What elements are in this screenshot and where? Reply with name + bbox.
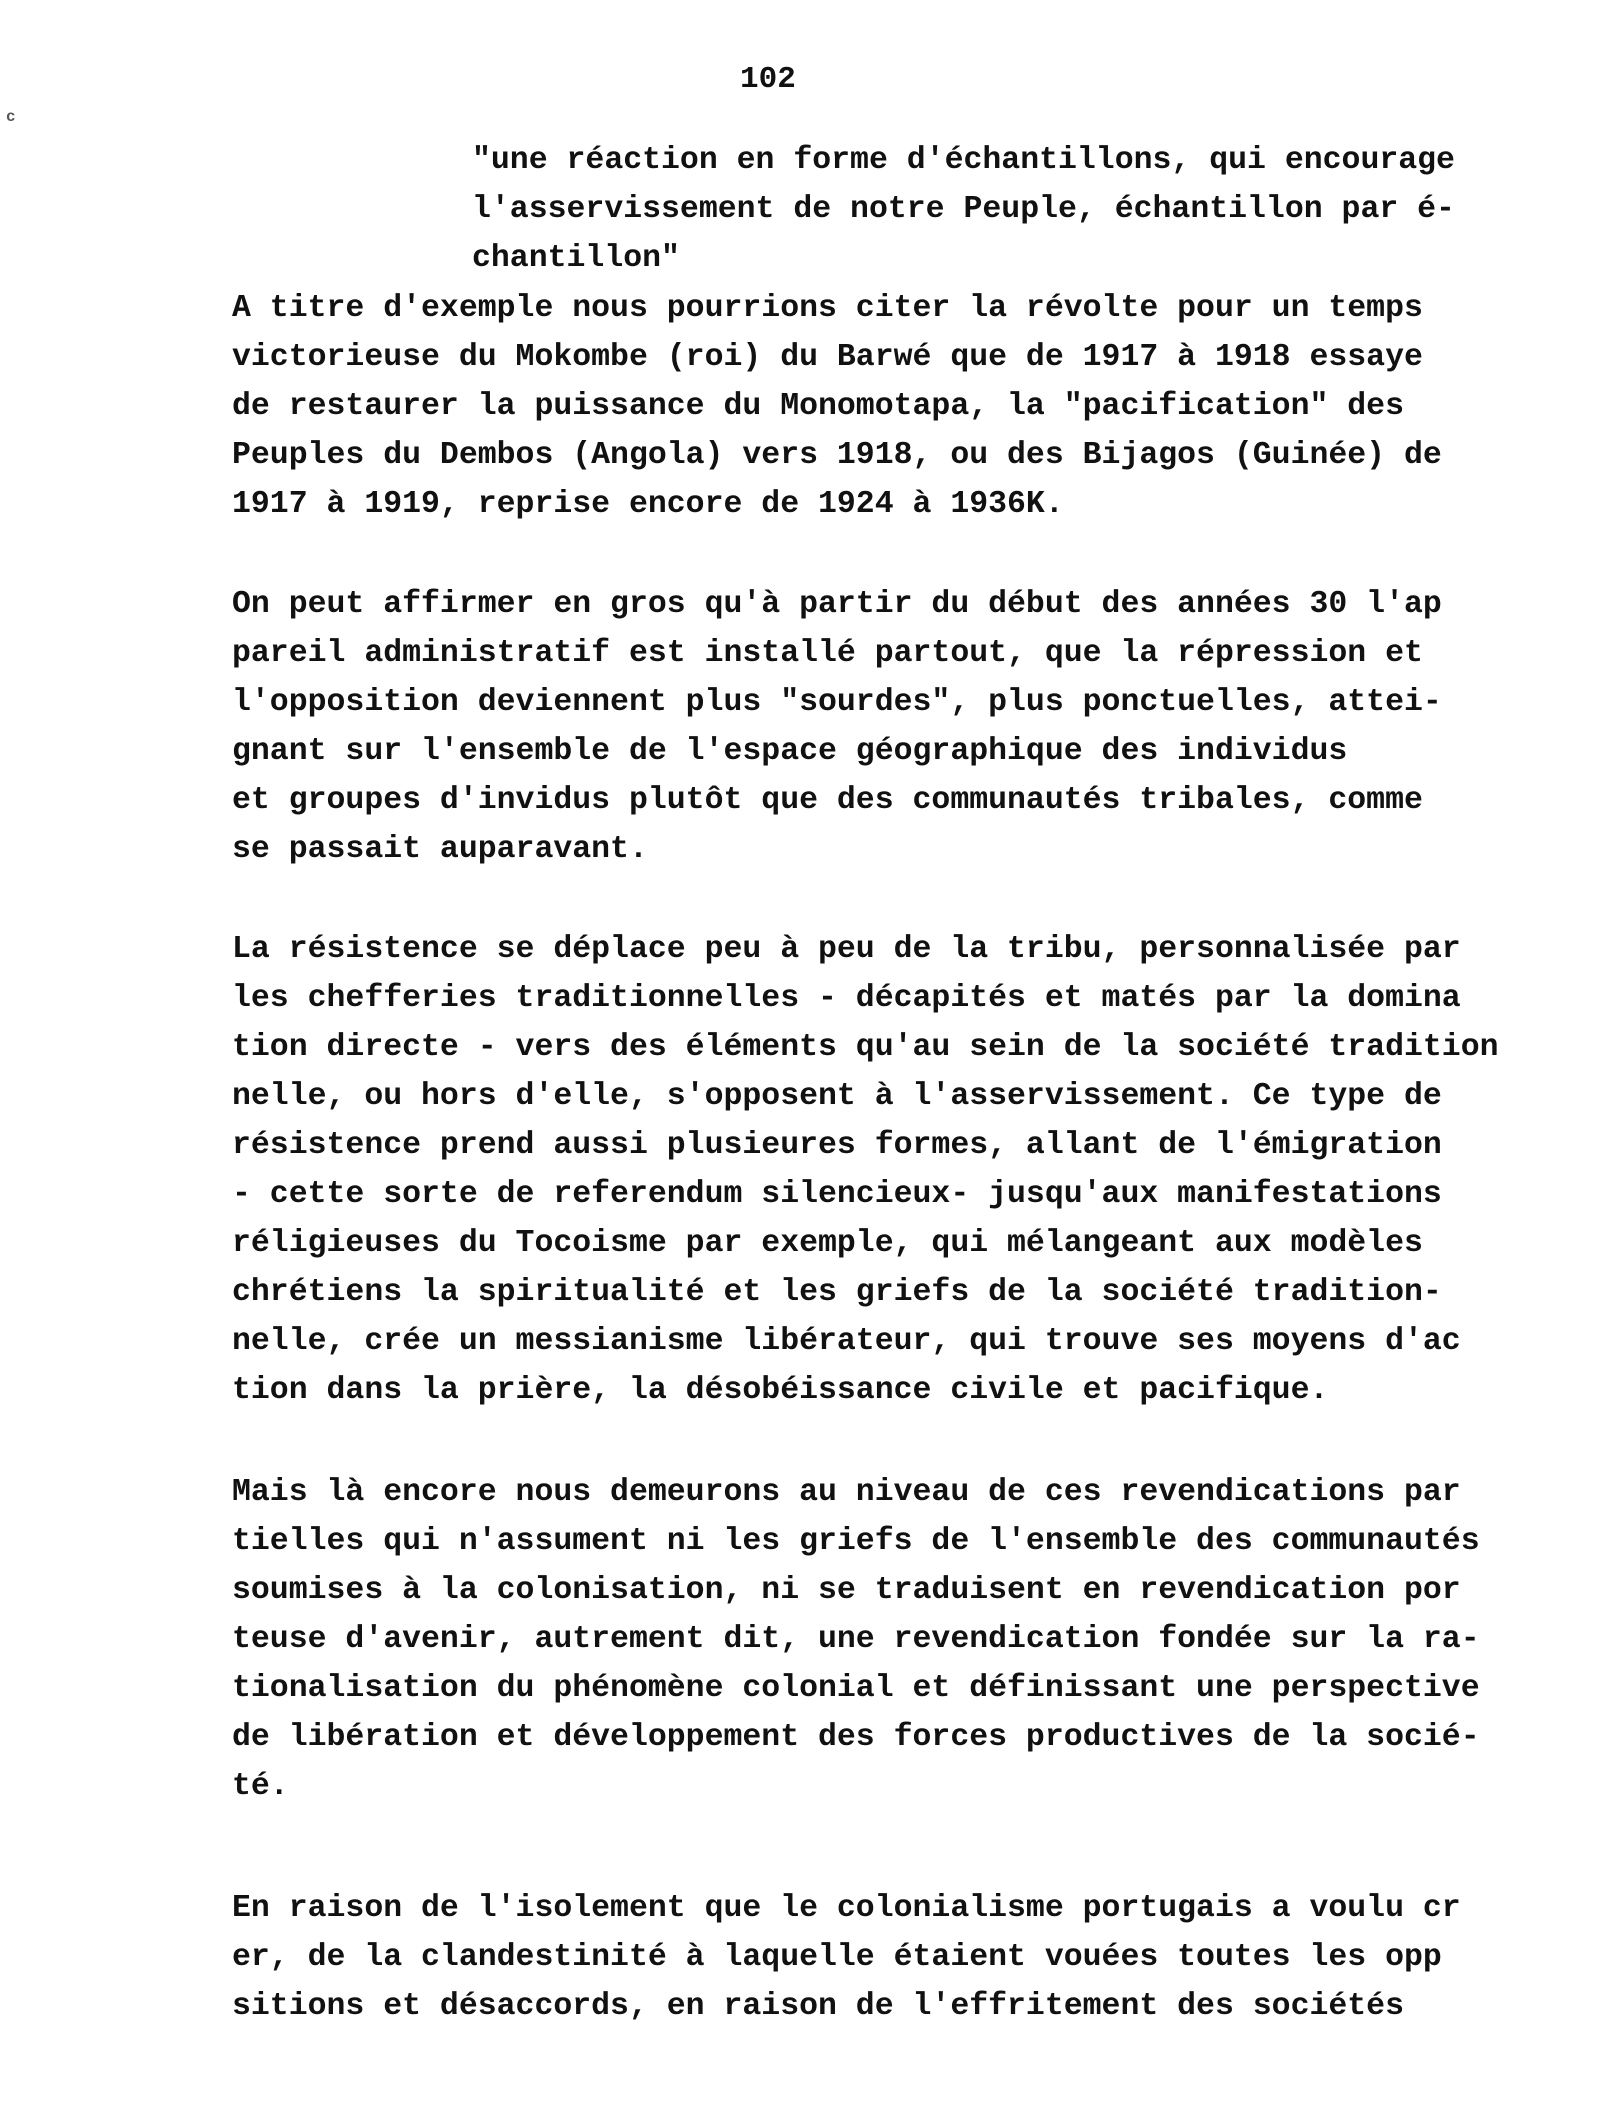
text-line: er, de la clandestinité à laquelle étaient vouées toutes les opp <box>232 1940 1442 1975</box>
text-line: En raison de l'isolement que le colonialisme portugais a voulu cr <box>232 1891 1461 1926</box>
text-line: tion dans la prière, la désobéissance civile et pacifique. <box>232 1373 1329 1408</box>
text-line: té. <box>232 1769 289 1804</box>
quote-block <box>472 136 1572 283</box>
text-line: et groupes d'invidus plutôt que des communautés tribales, comme <box>232 783 1423 818</box>
text-line: l'opposition deviennent plus "sourdes", plus ponctuelles, attei- <box>232 685 1442 720</box>
text-line: La résistence se déplace peu à peu de la tribu, personnalisée par <box>232 932 1461 967</box>
text-line: Peuples du Dembos (Angola) vers 1918, ou des Bijagos (Guinée) de <box>232 438 1442 473</box>
text-line: teuse d'avenir, autrement dit, une revendication fondée sur la ra- <box>232 1622 1480 1657</box>
text-line: - cette sorte de referendum silencieux- jusqu'aux manifestations <box>232 1177 1442 1212</box>
paragraph-3 <box>232 925 1572 1415</box>
text-line: résistence prend aussi plusieures formes, allant de l'émigration <box>232 1128 1442 1163</box>
text-line: soumises à la colonisation, ni se traduisent en revendication por <box>232 1573 1461 1608</box>
text-line: de libération et développement des forces productives de la socié- <box>232 1720 1480 1755</box>
text-line: nelle, ou hors d'elle, s'opposent à l'asservissement. Ce type de <box>232 1079 1442 1114</box>
text-line: se passait auparavant. <box>232 832 648 867</box>
text-line: nelle, crée un messianisme libérateur, qui trouve ses moyens d'ac <box>232 1324 1461 1359</box>
text-line: A titre d'exemple nous pourrions citer la révolte pour un temps <box>232 291 1423 326</box>
text-line: tion directe - vers des éléments qu'au sein de la société tradition <box>232 1030 1499 1065</box>
paragraph-5 <box>232 1884 1572 2031</box>
text-line: pareil administratif est installé partout, que la répression et <box>232 636 1423 671</box>
paragraph-4 <box>232 1468 1572 1811</box>
text-line: les chefferies traditionnelles - décapités et matés par la domina <box>232 981 1461 1016</box>
quote-line: l'asservissement de notre Peuple, échantillon par é- <box>472 192 1455 227</box>
text-line: gnant sur l'ensemble de l'espace géographique des individus <box>232 734 1348 769</box>
margin-mark: c <box>6 108 16 126</box>
text-line: victorieuse du Mokombe (roi) du Barwé que de 1917 à 1918 essaye <box>232 340 1423 375</box>
text-line: chrétiens la spiritualité et les griefs de la société tradition- <box>232 1275 1442 1310</box>
text-line: réligieuses du Tocoisme par exemple, qui mélangeant aux modèles <box>232 1226 1423 1261</box>
quote-line: chantillon" <box>472 241 680 276</box>
text-line: tielles qui n'assument ni les griefs de l'ensemble des communautés <box>232 1524 1480 1559</box>
text-line: Mais là encore nous demeurons au niveau de ces revendications par <box>232 1475 1461 1510</box>
text-line: 1917 à 1919, reprise encore de 1924 à 1936K. <box>232 487 1064 522</box>
page-number: 102 <box>740 62 796 97</box>
text-line: tionalisation du phénomène colonial et définissant une perspective <box>232 1671 1480 1706</box>
paragraph-2 <box>232 580 1572 874</box>
text-line: On peut affirmer en gros qu'à partir du début des années 30 l'ap <box>232 587 1442 622</box>
text-line: de restaurer la puissance du Monomotapa, la "pacification" des <box>232 389 1404 424</box>
text-line: sitions et désaccords, en raison de l'effritement des sociétés <box>232 1989 1404 2024</box>
quote-line: "une réaction en forme d'échantillons, qui encourage <box>472 143 1455 178</box>
paragraph-1 <box>232 284 1572 529</box>
